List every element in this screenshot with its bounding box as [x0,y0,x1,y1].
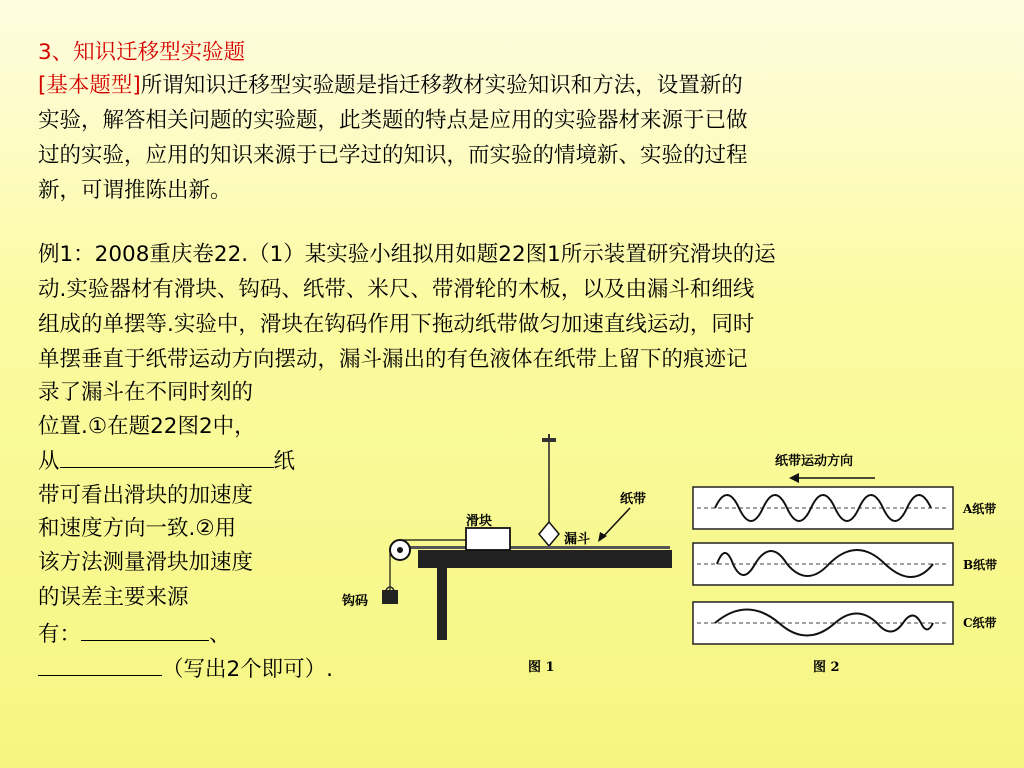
figure-1-caption: 图 1 [528,660,555,675]
wooden-board [418,550,672,568]
answer-blank-3[interactable] [38,655,162,676]
example-line-4: 单摆垂直于纸带运动方向摆动，漏斗漏出的有色液体在纸带上留下的痕迹记 [38,347,748,372]
example-line-1: 例1：2008重庆卷22.（1）某实验小组拟用如题22图1所示装置研究滑块的运 [38,242,776,267]
example-line-8: 带可看出滑块的加速度 [38,483,254,508]
intro-line-2: 实验，解答相关问题的实验题，此类题的特点是应用的实验器材来源于已做 [38,108,748,133]
funnel-shape [539,522,559,546]
direction-arrow-icon [789,473,799,483]
label-weight: 钩码 [342,594,369,609]
label-tape: 纸带 [620,492,647,507]
section-heading: 3、知识迁移型实验题 [38,40,246,65]
answer-blank-2[interactable] [81,620,209,641]
label-tape-c: C纸带 [963,616,997,630]
example-line-6: 位置.①在题22图2中， [38,414,256,439]
hanging-weight [382,590,398,604]
direction-label: 纸带运动方向 [775,454,854,469]
label-tape-a: A纸带 [963,502,997,516]
intro-text-1: 所谓知识迁移型实验题是指迁移教材实验知识和方法，设置新的 [140,73,743,98]
example-line-12 [38,619,231,651]
example-line-5: 录了漏斗在不同时刻的 [38,380,254,405]
slider-block [466,528,510,550]
figure-1-apparatus [330,430,690,680]
example-text-7a: 从 [38,449,60,474]
example-line-10: 该方法测量滑块加速度 [38,550,254,575]
intro-line-4: 新，可谓推陈出新。 [38,178,232,203]
apparatus-drawing [330,430,690,680]
figure-2-caption: 图 2 [813,660,840,675]
example-line-7 [38,446,295,478]
type-tag: [基本题型] [38,73,141,98]
label-funnel: 漏斗 [564,532,591,547]
example-text-7b: 纸 [273,449,296,474]
example-line-9: 和速度方向一致.②用 [38,516,237,541]
intro-line-3: 过的实验，应用的知识来源于已学过的知识，而实验的情境新、实验的过程 [38,143,748,168]
label-tape-b: B纸带 [963,558,998,572]
intro-line-1 [38,70,743,102]
example-line-2: 动.实验器材有滑块、钩码、纸带、米尺、带滑轮的木板，以及由漏斗和细线 [38,277,755,302]
example-line-11: 的误差主要来源 [38,585,189,610]
example-text-12a: 有： [38,622,82,647]
answer-blank-1[interactable] [60,447,274,468]
figure-2-tapes [685,440,1015,680]
label-slider: 滑块 [466,514,493,529]
example-line-13 [38,654,333,686]
example-text-12b: 、 [209,622,231,647]
example-line-3: 组成的单摆等.实验中，滑块在钩码作用下拖动纸带做匀加速直线运动，同时 [38,312,755,337]
example-text-13b: （写出2个即可）. [162,657,334,682]
